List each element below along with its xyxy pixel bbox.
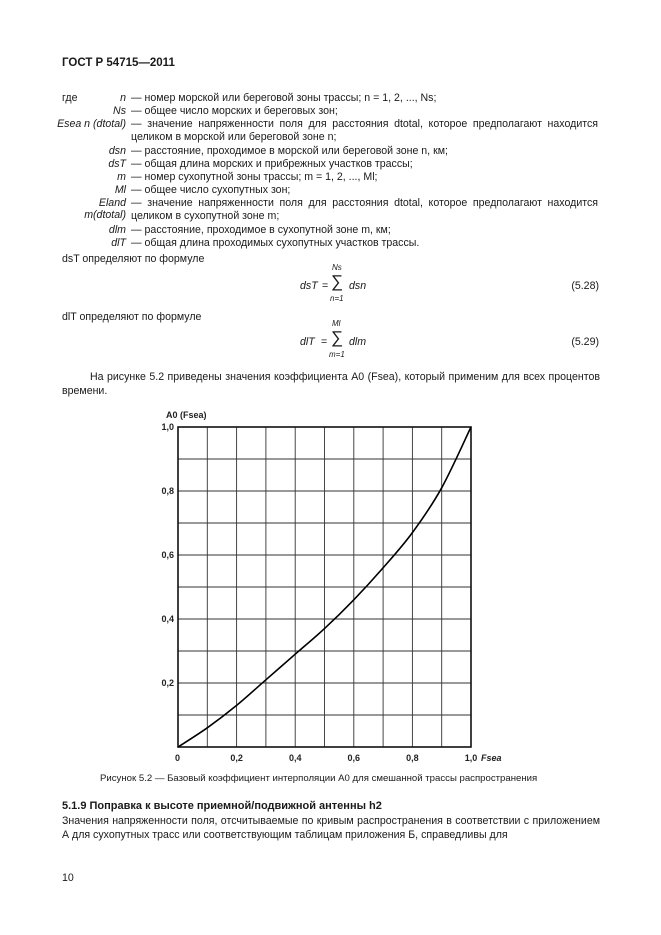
- y-tick-label: 0,8: [161, 486, 174, 496]
- formula-5-28-sum-bottom: n=1: [330, 294, 344, 303]
- section-paragraph: Значения напряженности поля, отсчитываемые по кривым распространения в соответствии с приложением А для сухопутных трасс или соответствующим таблицам приложения Б, справедливы для: [62, 815, 600, 841]
- definition-text: — номер сухопутной зоны трассы; m = 1, 2, ..., Ml;: [131, 171, 378, 183]
- formula-5-28-lhs: dsT: [300, 280, 318, 292]
- definition-symbol: dsT: [108, 158, 126, 170]
- document-header: ГОСТ Р 54715—2011: [62, 57, 175, 69]
- definition-text: — общая длина проходимых сухопутных участков трассы.: [131, 237, 420, 249]
- x-tick-label: 0: [175, 753, 181, 763]
- definition-text: — расстояние, проходимое в сухопутной зоне m, км;: [131, 224, 391, 236]
- x-tick-label: 0,6: [347, 753, 361, 763]
- formula-5-29-number: (5.29): [571, 336, 599, 348]
- figure-caption: Рисунок 5.2 — Базовый коэффициент интерполяции A0 для смешанной трассы распространения: [100, 773, 538, 784]
- x-tick-label: 0,8: [406, 753, 419, 763]
- formula-5-28-number: (5.28): [571, 280, 599, 292]
- formula-5-28-sum-sign: ∑: [331, 272, 344, 291]
- definition-text: — общее число морских и береговых зон;: [131, 105, 338, 117]
- definition-symbol: m: [117, 171, 126, 183]
- interpolation-chart: [150, 402, 502, 763]
- x-axis-label: Fsea: [481, 753, 502, 763]
- definition-text: — номер морской или береговой зоны трассы; n = 1, 2, ..., Ns;: [131, 92, 437, 104]
- formula-5-29-lhs: dlT: [300, 336, 315, 348]
- definitions-intro: где: [62, 92, 78, 104]
- definition-symbol: Esea n (dtotal): [57, 118, 126, 130]
- definition-text: — расстояние, проходимое в морской или береговой зоне n, км;: [131, 145, 448, 157]
- formula-5-28-sum-top: Ns: [332, 263, 342, 272]
- formula-5-28-intro: dsT определяют по формуле: [62, 253, 205, 265]
- formula-5-29-term: dlm: [349, 336, 367, 348]
- x-tick-label: 0,2: [230, 753, 243, 763]
- definition-symbol: Ml: [114, 184, 126, 196]
- definition-symbol: dsn: [108, 145, 126, 157]
- formula-5-29-equals: =: [321, 336, 328, 348]
- page-number: 10: [62, 872, 74, 884]
- definition-text: — значение напряженности поля для расстояния dtotal, которое предполагают находится целиком в морской или береговой зоне n;: [131, 118, 598, 143]
- y-axis-label: A0 (Fsea): [166, 410, 207, 420]
- x-tick-label: 0,4: [288, 753, 302, 763]
- formula-5-28-term: dsn: [349, 280, 367, 292]
- definition-symbol: Eland m(dtotal): [84, 197, 126, 221]
- section-heading: 5.1.9 Поправка к высоте приемной/подвижной антенны h2: [62, 800, 382, 812]
- y-tick-label: 0,6: [161, 550, 174, 560]
- formula-5-28-equals: =: [322, 280, 329, 292]
- formula-5-29-sum-bottom: m=1: [329, 350, 345, 359]
- y-tick-label: 1,0: [161, 422, 174, 432]
- figure-intro-paragraph: На рисунке 5.2 приведены значения коэффициента A0 (Fsea), который применим для всех процентов времени.: [62, 371, 600, 397]
- definition-symbol: dlm: [108, 224, 126, 236]
- x-tick-label: 1,0: [464, 753, 478, 763]
- y-tick-label: 0,4: [161, 614, 174, 624]
- definition-symbol: n: [120, 92, 126, 104]
- definition-symbol: dlT: [111, 237, 126, 249]
- formula-5-29-sum-sign: ∑: [331, 328, 344, 347]
- definition-text: — общее число сухопутных зон;: [131, 184, 291, 196]
- formula-5-29-sum-top: Ml: [332, 319, 341, 328]
- definition-text: — общая длина морских и прибрежных участков трассы;: [131, 158, 413, 170]
- y-tick-label: 0,2: [161, 678, 174, 688]
- definition-symbol: Ns: [113, 105, 126, 117]
- definition-text: — значение напряженности поля для расстояния dtotal, которое предполагают находится целиком в сухопутной зоне m;: [131, 197, 598, 222]
- formula-5-29-intro: dlT определяют по формуле: [62, 311, 202, 323]
